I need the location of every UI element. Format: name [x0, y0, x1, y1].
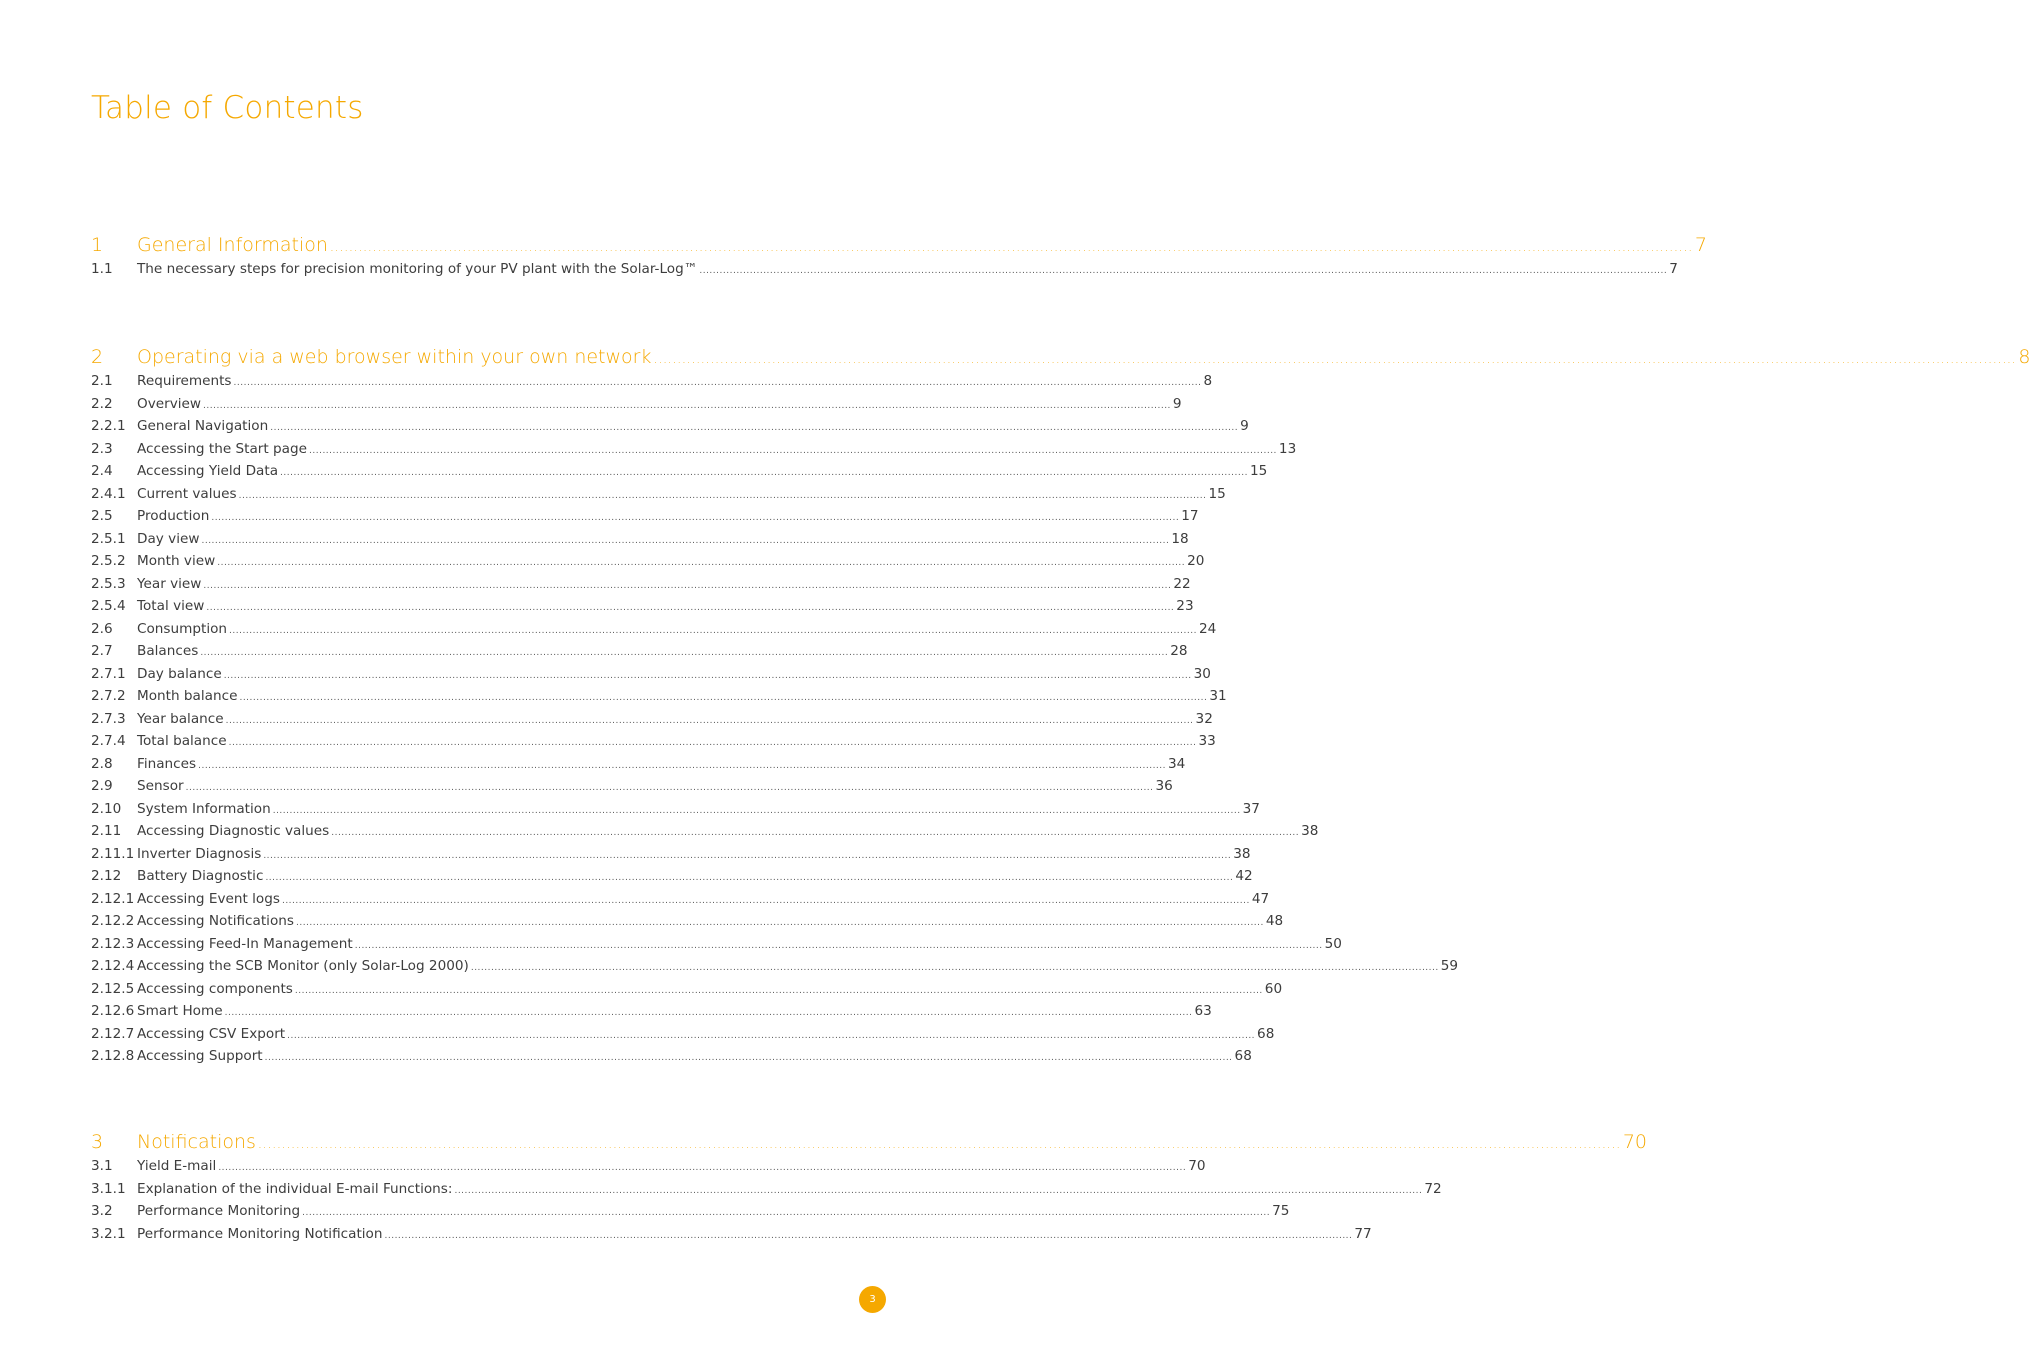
- toc-chapter-3: [91, 1129, 1648, 1245]
- dot-leader: ................................................................................................................................................................................................................................................................................................: [265, 873, 1234, 883]
- toc-chapter-2: [91, 344, 2031, 1068]
- toc-number: 2.1: [91, 373, 113, 389]
- dot-leader: ................................................................................................................................................................................................................................................................................................: [354, 940, 1323, 951]
- toc-page-number: 9: [1240, 418, 1249, 434]
- toc-title: Total balance: [137, 733, 227, 749]
- dot-leader: ................................................................................................................................................................................................................................................................................................: [233, 378, 1202, 388]
- toc-number: 2.5.1: [91, 530, 126, 547]
- toc-title: Performance Monitoring Notification: [137, 1225, 383, 1242]
- dot-leader: ................................................................................................................................................................................................................................................................................................: [224, 1008, 1193, 1018]
- toc-title: Accessing components: [137, 980, 293, 997]
- dot-leader: ................................................................................................................................................................................................................................................................................................: [281, 895, 1250, 906]
- toc-title: Accessing the SCB Monitor (only Solar-Log 2000): [137, 958, 469, 974]
- toc-page-number: 18: [1171, 530, 1189, 547]
- dot-leader: ................................................................................................................................................................................................................................................................................................: [653, 352, 2017, 367]
- dot-leader: ................................................................................................................................................................................................................................................................................................: [238, 490, 1207, 501]
- toc-number: 2.10: [91, 800, 122, 817]
- toc-title: Yield E-mail: [137, 1158, 217, 1174]
- toc-page-number: 23: [1176, 598, 1194, 614]
- toc-entry[interactable]: [91, 1178, 1442, 1201]
- toc-number: 3.1: [91, 1158, 113, 1174]
- toc-number: 2.7.3: [91, 710, 126, 727]
- toc-page-number: 37: [1242, 800, 1260, 817]
- dot-leader: ................................................................................................................................................................................................................................................................................................: [264, 1053, 1233, 1063]
- toc-page-number: 8: [2018, 346, 2031, 368]
- dot-leader: ................................................................................................................................................................................................................................................................................................: [287, 1030, 1256, 1041]
- toc-title: Notifications: [137, 1131, 256, 1153]
- toc-chapter-heading[interactable]: [91, 1129, 1648, 1155]
- toc-entry[interactable]: [91, 505, 1199, 528]
- toc-chapter-heading[interactable]: [91, 232, 1707, 258]
- toc-entry[interactable]: [91, 438, 1297, 461]
- toc-entry[interactable]: [91, 843, 1251, 866]
- toc-entry[interactable]: [91, 910, 1284, 933]
- toc-title: Sensor: [137, 778, 184, 794]
- toc-number: 1: [91, 234, 104, 256]
- toc-entry[interactable]: [91, 1200, 1290, 1223]
- toc-title: Operating via a web browser within your own network: [137, 346, 652, 368]
- toc-title: General Navigation: [137, 418, 269, 434]
- toc-number: 3.2.1: [91, 1225, 126, 1242]
- toc-page-number: 70: [1622, 1131, 1648, 1153]
- toc-entry[interactable]: [91, 393, 1182, 416]
- toc-entry[interactable]: [91, 955, 1459, 978]
- toc-entry[interactable]: [91, 483, 1226, 506]
- toc-title: Balances: [137, 643, 199, 659]
- toc-number: 2.12.7: [91, 1025, 135, 1042]
- page-number-badge: 3: [859, 1286, 886, 1313]
- toc-number: 2.12.5: [91, 980, 135, 997]
- toc-page-number: 77: [1354, 1225, 1372, 1242]
- toc-page-number: 15: [1249, 463, 1268, 479]
- toc-title: Current values: [137, 485, 237, 502]
- toc-title: Finances: [137, 755, 197, 772]
- dot-leader: ................................................................................................................................................................................................................................................................................................: [272, 805, 1241, 816]
- toc-number: 2.7.2: [91, 688, 126, 704]
- toc-number: 2.5: [91, 508, 113, 524]
- toc-title: General Information: [137, 234, 328, 256]
- dot-leader: ................................................................................................................................................................................................................................................................................................: [295, 918, 1264, 928]
- toc-number: 2.4.1: [91, 485, 126, 502]
- toc-entry[interactable]: [91, 415, 1249, 438]
- toc-entry[interactable]: [91, 1155, 1206, 1178]
- toc-entry[interactable]: [91, 595, 1194, 618]
- dot-leader: ................................................................................................................................................................................................................................................................................................: [229, 625, 1197, 636]
- toc-title: Requirements: [137, 373, 232, 389]
- toc-number: 2.9: [91, 778, 113, 794]
- toc-title: Accessing Yield Data: [137, 463, 279, 479]
- toc-title: Production: [137, 508, 210, 524]
- toc-number: 2.12.3: [91, 935, 135, 952]
- toc-page-number: 68: [1257, 1025, 1275, 1042]
- dot-leader: ................................................................................................................................................................................................................................................................................................: [217, 558, 1186, 568]
- toc-number: 2.3: [91, 440, 113, 457]
- dot-leader: ................................................................................................................................................................................................................................................................................................: [257, 1137, 1621, 1152]
- toc-page-number: 60: [1264, 980, 1283, 997]
- toc-number: 2.5.4: [91, 598, 126, 614]
- dot-leader: ................................................................................................................................................................................................................................................................................................: [223, 670, 1192, 681]
- toc-entry[interactable]: [91, 685, 1227, 708]
- toc-title: Consumption: [137, 620, 228, 637]
- toc-title: Month balance: [137, 688, 238, 704]
- toc-page-number: 72: [1424, 1180, 1442, 1197]
- toc-page-number: 59: [1440, 958, 1459, 974]
- toc-title: Total view: [137, 598, 205, 614]
- dot-leader: ................................................................................................................................................................................................................................................................................................: [302, 1208, 1271, 1218]
- toc-chapter-heading[interactable]: [91, 344, 2031, 370]
- toc-page-number: 28: [1170, 643, 1188, 659]
- toc-page-number: 50: [1324, 935, 1342, 952]
- toc-page-number: 47: [1251, 890, 1270, 907]
- toc-entry[interactable]: [91, 1045, 1252, 1068]
- toc-title: Year view: [137, 575, 202, 592]
- dot-leader: ................................................................................................................................................................................................................................................................................................: [225, 715, 1194, 726]
- toc-page-number: 36: [1155, 778, 1173, 794]
- dot-leader: ................................................................................................................................................................................................................................................................................................: [280, 468, 1248, 478]
- toc-page-number: 42: [1235, 868, 1253, 884]
- toc-page-number: 70: [1188, 1158, 1206, 1174]
- toc-title: Accessing CSV Export: [137, 1025, 286, 1042]
- toc-title: Battery Diagnostic: [137, 868, 264, 884]
- toc-entry[interactable]: [91, 730, 1216, 753]
- toc-number: 2.12.1: [91, 890, 135, 907]
- toc-page-number: 38: [1233, 845, 1251, 862]
- toc-number: 2.7: [91, 643, 113, 659]
- toc-number: 2.2.1: [91, 418, 126, 434]
- page-title: Table of Contents: [91, 90, 364, 126]
- toc-number: 2.12.2: [91, 913, 135, 929]
- toc-entry[interactable]: [91, 820, 1319, 843]
- dot-leader: ................................................................................................................................................................................................................................................................................................: [185, 783, 1154, 793]
- toc-page-number: 30: [1193, 665, 1211, 682]
- toc-page-number: 34: [1168, 755, 1186, 772]
- dot-leader: ................................................................................................................................................................................................................................................................................................: [228, 738, 1197, 748]
- toc-number: 3.1.1: [91, 1180, 126, 1197]
- toc-entry[interactable]: [91, 753, 1186, 776]
- toc-entry[interactable]: [91, 618, 1217, 641]
- toc-title: Performance Monitoring: [137, 1203, 301, 1219]
- toc-page-number: 7: [1694, 234, 1707, 256]
- dot-leader: ................................................................................................................................................................................................................................................................................................: [270, 423, 1239, 433]
- toc-page-number: 9: [1172, 395, 1182, 412]
- dot-leader: ................................................................................................................................................................................................................................................................................................: [331, 828, 1300, 838]
- toc-page-number: 38: [1301, 823, 1319, 839]
- toc-entry[interactable]: [91, 775, 1173, 798]
- toc-title: Smart Home: [137, 1003, 223, 1019]
- dot-leader: ................................................................................................................................................................................................................................................................................................: [470, 963, 1439, 973]
- toc-title: Accessing the Start page: [137, 440, 307, 457]
- toc-number: 2.12.4: [91, 958, 135, 974]
- toc-entry[interactable]: [91, 640, 1188, 663]
- dot-leader: ................................................................................................................................................................................................................................................................................................: [294, 985, 1263, 996]
- toc-title: Explanation of the individual E-mail Functions:: [137, 1180, 453, 1197]
- toc-title: Day view: [137, 530, 200, 547]
- toc-page-number: 75: [1272, 1203, 1290, 1219]
- toc-number: 2.2: [91, 395, 113, 412]
- toc-title: The necessary steps for precision monitoring of your PV plant with the Solar-Log™: [137, 261, 698, 277]
- toc-entry[interactable]: [91, 798, 1260, 821]
- dot-leader: ................................................................................................................................................................................................................................................................................................: [329, 240, 1693, 255]
- toc-entry[interactable]: [91, 933, 1342, 956]
- toc-title: Overview: [137, 395, 201, 412]
- toc-number: 2.5.3: [91, 575, 126, 592]
- toc-page-number: 13: [1278, 440, 1297, 457]
- toc-number: 2.8: [91, 755, 113, 772]
- toc-page-number: 15: [1208, 485, 1226, 502]
- toc-page-number: 48: [1265, 913, 1284, 929]
- toc-number: 2.11.1: [91, 845, 135, 862]
- toc-number: 2.12: [91, 868, 122, 884]
- dot-leader: ................................................................................................................................................................................................................................................................................................: [384, 1230, 1353, 1241]
- dot-leader: ................................................................................................................................................................................................................................................................................................: [239, 693, 1208, 703]
- toc-title: Accessing Feed-In Management: [137, 935, 353, 952]
- toc-entry[interactable]: [91, 550, 1205, 573]
- toc-number: 2.11: [91, 823, 122, 839]
- dot-leader: ................................................................................................................................................................................................................................................................................................: [201, 535, 1170, 546]
- toc-title: Month view: [137, 553, 216, 569]
- toc-entry[interactable]: [91, 865, 1253, 888]
- toc-page-number: 31: [1209, 688, 1227, 704]
- dot-leader: ................................................................................................................................................................................................................................................................................................: [309, 445, 1277, 456]
- dot-leader: ................................................................................................................................................................................................................................................................................................: [218, 1163, 1187, 1173]
- toc-entry[interactable]: [91, 1000, 1212, 1023]
- toc-page-number: 7: [1669, 261, 1678, 277]
- toc-number: 1.1: [91, 261, 113, 277]
- toc-chapter-1: [91, 232, 1707, 281]
- toc-page-number: 22: [1173, 575, 1191, 592]
- toc-number: 2.4: [91, 463, 113, 479]
- toc-entry[interactable]: [91, 978, 1283, 1001]
- toc-title: Inverter Diagnosis: [137, 845, 262, 862]
- toc-number: 2: [91, 346, 104, 368]
- toc-entry[interactable]: [91, 1023, 1275, 1046]
- toc-page-number: 20: [1187, 553, 1205, 569]
- toc-title: Day balance: [137, 665, 222, 682]
- toc-entry[interactable]: [91, 573, 1191, 596]
- dot-leader: ................................................................................................................................................................................................................................................................................................: [203, 580, 1172, 591]
- toc-title: Accessing Notifications: [137, 913, 294, 929]
- toc-page-number: 33: [1198, 733, 1216, 749]
- toc-title: Year balance: [137, 710, 224, 727]
- dot-leader: ................................................................................................................................................................................................................................................................................................: [211, 513, 1180, 523]
- toc-title: System Information: [137, 800, 271, 817]
- toc-number: 2.12.6: [91, 1003, 135, 1019]
- dot-leader: ................................................................................................................................................................................................................................................................................................: [699, 266, 1668, 276]
- toc-title: Accessing Diagnostic values: [137, 823, 330, 839]
- toc-page-number: 17: [1181, 508, 1199, 524]
- dot-leader: ................................................................................................................................................................................................................................................................................................: [203, 400, 1171, 411]
- toc-number: 2.6: [91, 620, 113, 637]
- toc-number: 2.12.8: [91, 1048, 135, 1064]
- dot-leader: ................................................................................................................................................................................................................................................................................................: [198, 760, 1167, 771]
- toc-entry[interactable]: [91, 1223, 1372, 1246]
- toc-page-number: 24: [1198, 620, 1217, 637]
- toc-entry[interactable]: [91, 708, 1213, 731]
- toc-number: 3: [91, 1131, 104, 1153]
- dot-leader: ................................................................................................................................................................................................................................................................................................: [206, 603, 1175, 613]
- toc-entry[interactable]: [91, 460, 1268, 483]
- toc-page-number: 8: [1203, 373, 1213, 389]
- toc-title: Accessing Support: [137, 1048, 263, 1064]
- toc-entry[interactable]: [91, 888, 1270, 911]
- dot-leader: ................................................................................................................................................................................................................................................................................................: [263, 850, 1232, 861]
- toc-number: 2.5.2: [91, 553, 126, 569]
- toc-number: 3.2: [91, 1203, 113, 1219]
- toc-number: 2.7.1: [91, 665, 126, 682]
- toc-entry[interactable]: [91, 663, 1211, 686]
- dot-leader: ................................................................................................................................................................................................................................................................................................: [200, 648, 1169, 658]
- toc-number: 2.7.4: [91, 733, 126, 749]
- dot-leader: ................................................................................................................................................................................................................................................................................................: [454, 1185, 1423, 1196]
- toc-page-number: 63: [1194, 1003, 1212, 1019]
- toc-page-number: 32: [1195, 710, 1213, 727]
- toc-entry[interactable]: [91, 370, 1213, 393]
- toc-page-number: 68: [1234, 1048, 1252, 1064]
- toc-entry[interactable]: [91, 528, 1189, 551]
- toc-title: Accessing Event logs: [137, 890, 280, 907]
- toc-entry[interactable]: [91, 258, 1678, 281]
